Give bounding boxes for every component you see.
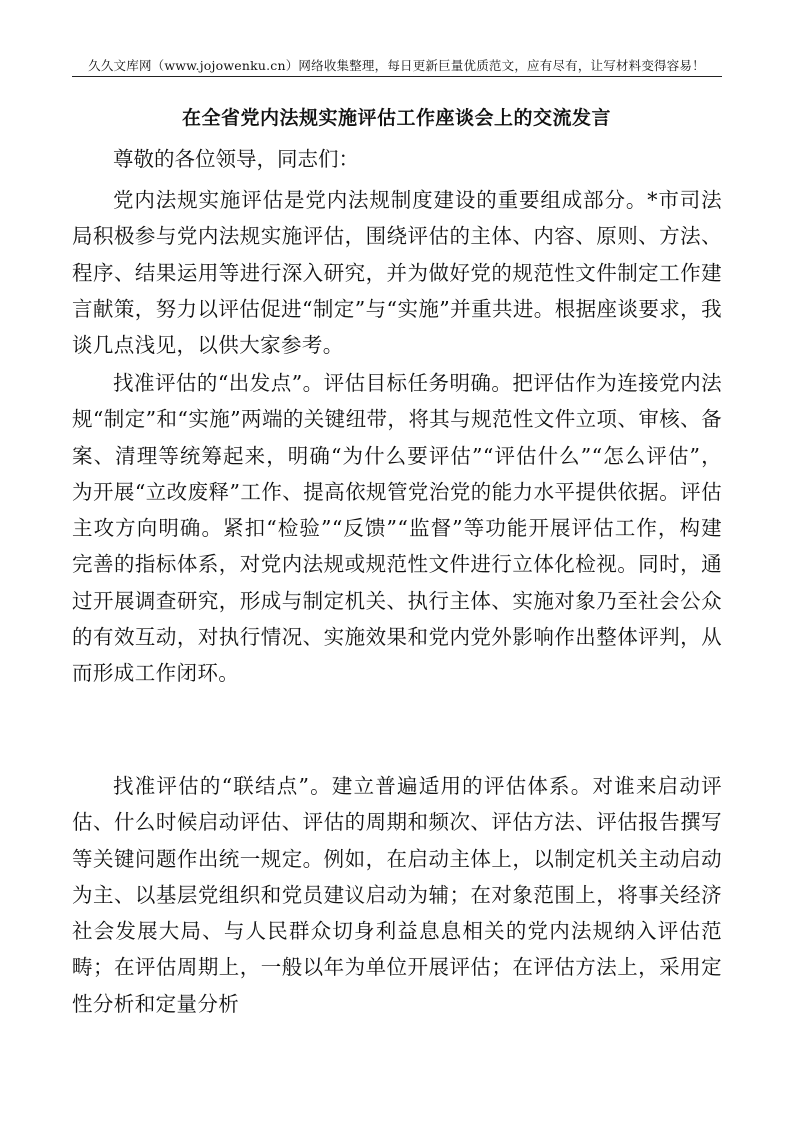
- paragraph-2: 找准评估的“出发点”。评估目标任务明确。把评估作为连接党内法规“制定”和“实施”两端的关键纽带，将其与规范性文件立项、审核、备案、清理等统筹起来，明确“为什么要评估”“评估什么”“怎么评估”，为开展“立改废释”工作、提高依规管党治党的能力水平提供依据。评估主攻方向明确。紧扣“检验”“反馈”“监督”等功能开展评估工作，构建完善的指标体系，对党内法规或规范性文件进行立体化检视。同时，通过开展调查研究，形成与制定机关、执行主体、实施对象乃至社会公众的有效互动，对执行情况、实施效果和党内党外影响作出整体评判，从而形成工作闭环。: [72, 371, 722, 686]
- greeting: 尊敬的各位领导，同志们：: [113, 147, 359, 171]
- document-title: 在全省党内法规实施评估工作座谈会上的交流发言: [181, 107, 611, 129]
- paragraph-1: 党内法规实施评估是党内法规制度建设的重要组成部分。*市司法局积极参与党内法规实施评估，围绕评估的主体、内容、原则、方法、程序、结果运用等进行深入研究，并为做好党的规范性文件制定工作建言献策，努力以评估促进“制定”与“实施”并重共进。根据座谈要求，我谈几点浅见，以供大家参考。: [72, 188, 722, 358]
- header-divider: [72, 76, 722, 77]
- page-header-text: 久久文库网（www.jojowenku.cn）网络收集整理，每日更新巨量优质范文，应有尽有，让写材料变得容易！: [88, 58, 705, 73]
- paragraph-3: 找准评估的“联结点”。建立普遍适用的评估体系。对谁来启动评估、什么时候启动评估、评估的周期和频次、评估方法、评估报告撰写等关键问题作出统一规定。例如，在启动主体上，以制定机关主动启动为主、以基层党组织和党员建议启动为辅；在对象范围上，将事关经济社会发展大局、与人民群众切身利益息息相关的党内法规纳入评估范畴；在评估周期上，一般以年为单位开展评估；在评估方法上，采用定性分析和定量分析: [72, 774, 722, 1016]
